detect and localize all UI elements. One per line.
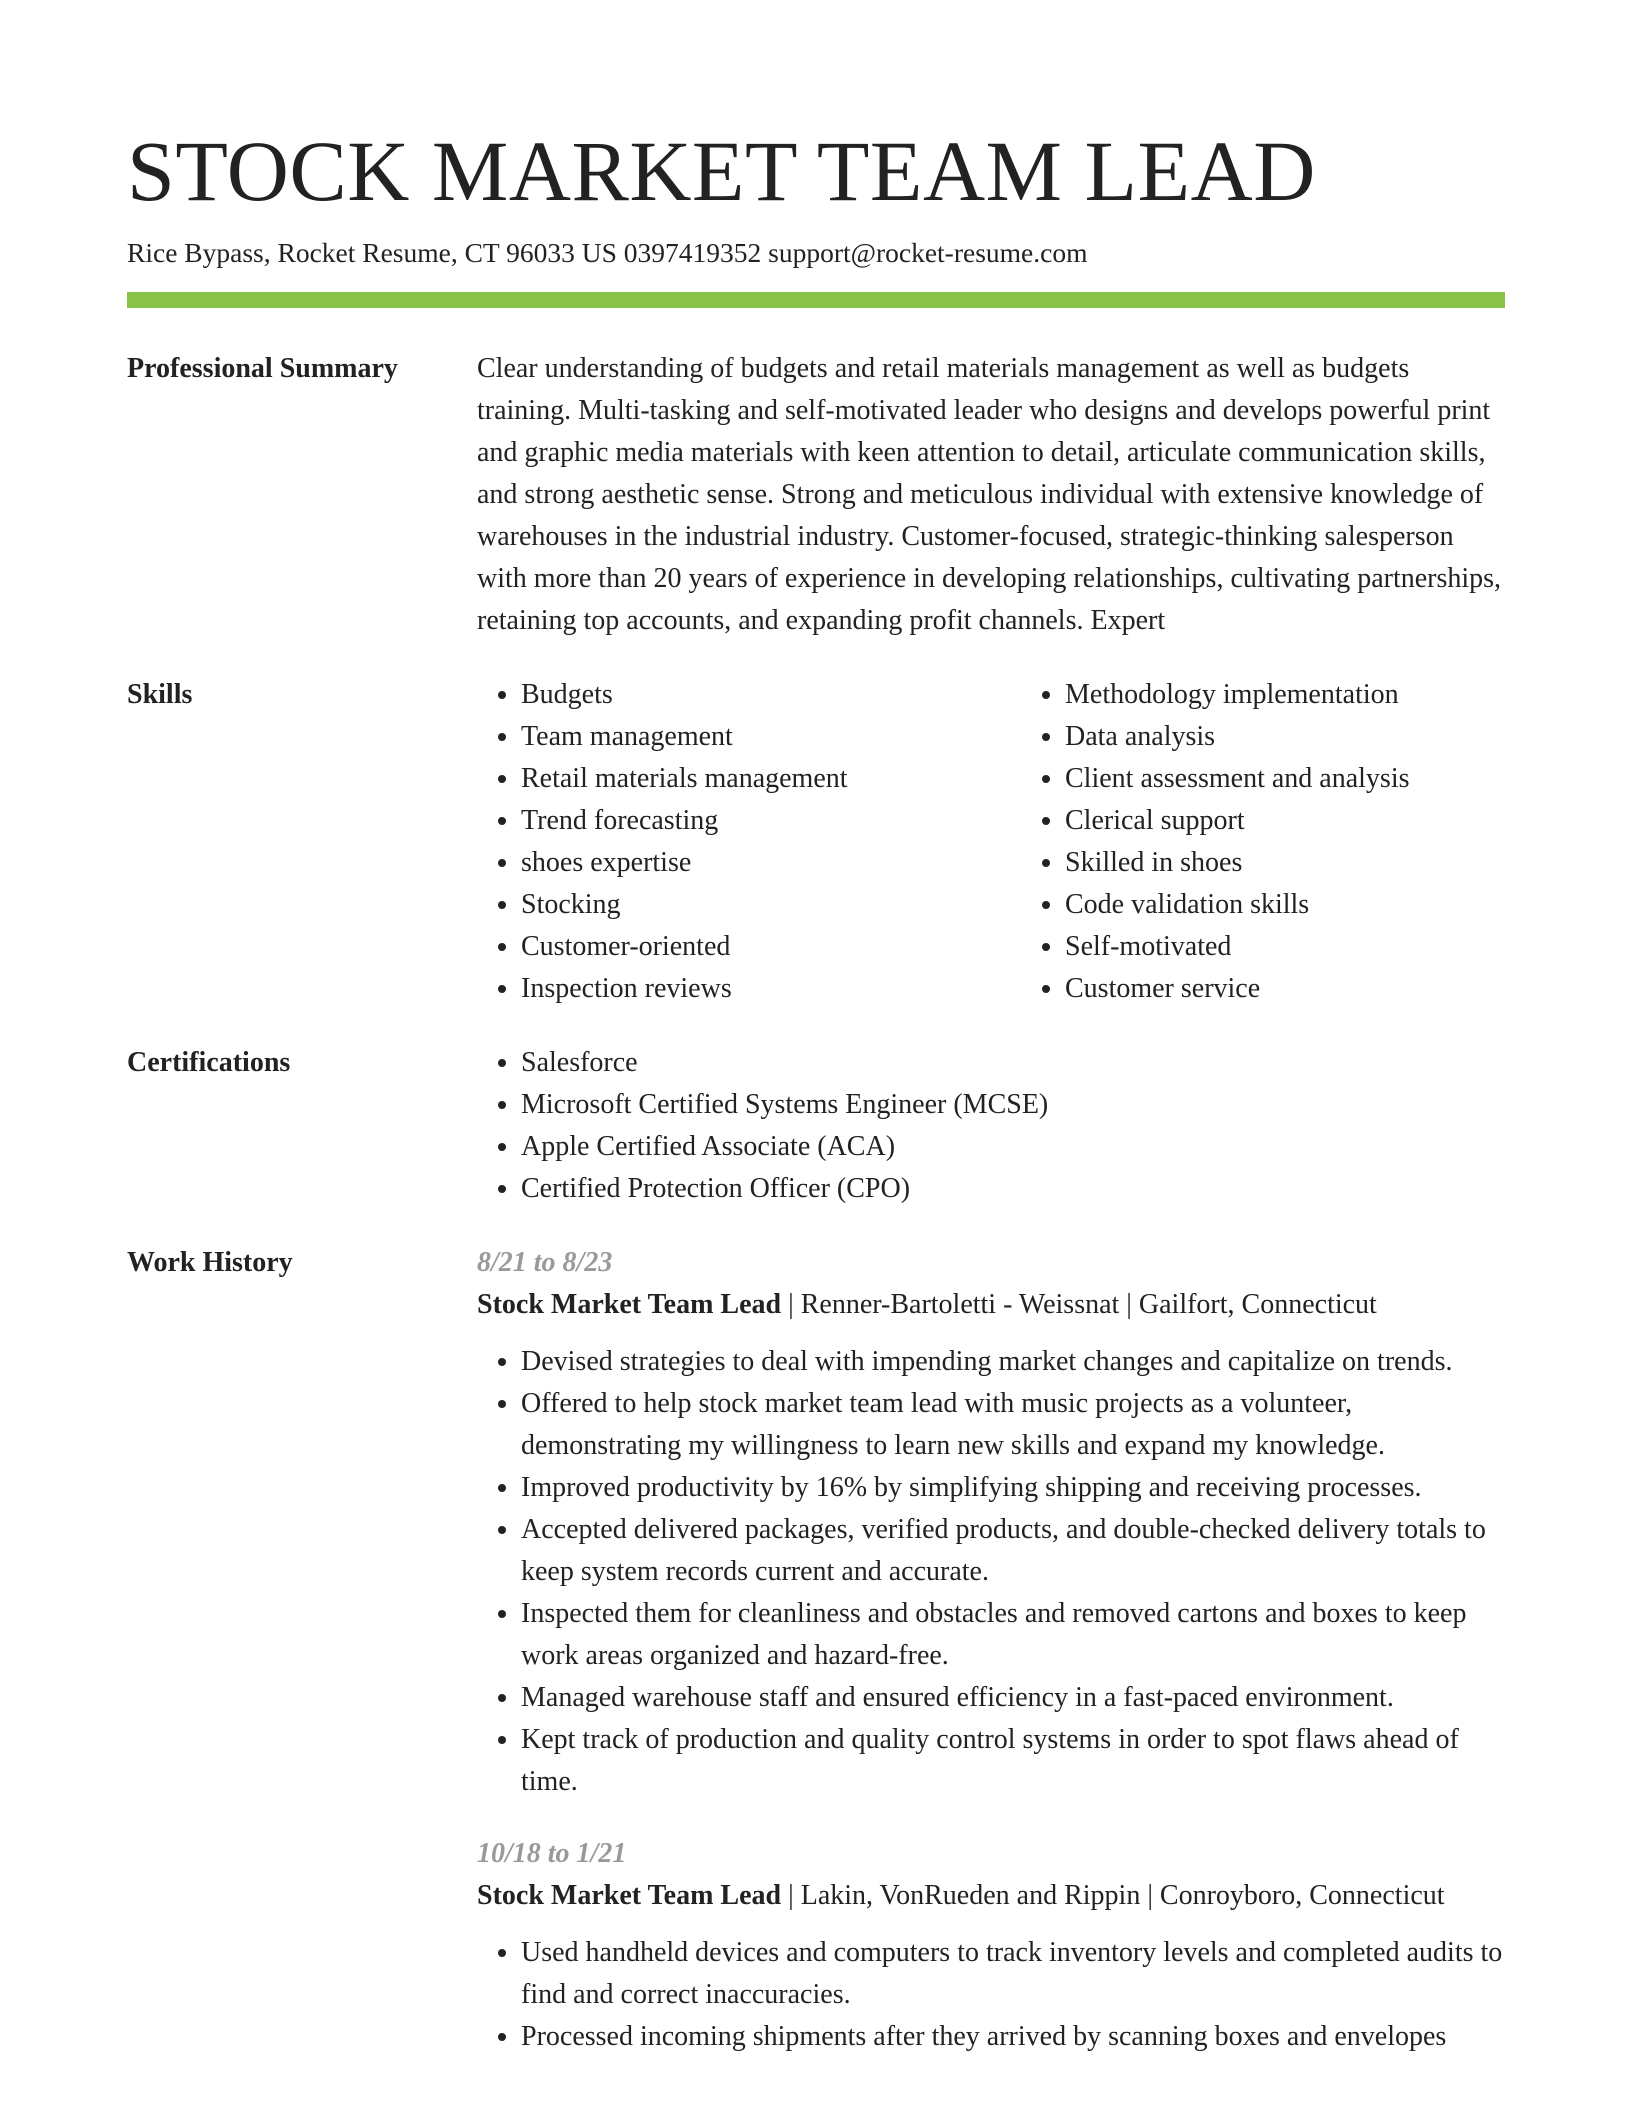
job-bullet: • Devised strategies to deal with impending market changes and capitalize on trends. bbox=[521, 1341, 1505, 1383]
certifications-label: Certifications bbox=[127, 1047, 291, 1078]
job-bullet: • Accepted delivered packages, verified products, and double-checked delivery totals to keep system records current and accurate. bbox=[521, 1509, 1505, 1593]
certifications-section bbox=[127, 1042, 1505, 1210]
skill-item: • Methodology implementation bbox=[1065, 674, 1565, 716]
skill-item: • Client assessment and analysis bbox=[1065, 758, 1565, 800]
job-bullet: • Offered to help stock market team lead with music projects as a volunteer, demonstrating my willingness to learn new skills and expand my knowledge. bbox=[521, 1383, 1505, 1467]
certifications-list bbox=[477, 1042, 1505, 1210]
skill-item: • shoes expertise bbox=[521, 842, 1021, 884]
certification-item: • Certified Protection Officer (CPO) bbox=[521, 1168, 1505, 1210]
summary-text: Clear understanding of budgets and retail materials management as well as budgets training. Multi-tasking and self-motivated leader who designs and develops powerful print and graphic media materials with keen attention to detail, articulate communication skills, and strong aesthetic sense. Strong and meticulous individual with extensive knowledge of warehouses in the industrial industry. Customer-focused, strategic-thinking salesperson with more than 20 years of experience in developing relationships, cultivating partnerships, retaining top accounts, and expanding profit channels. Expert bbox=[477, 353, 1502, 636]
skill-item: • Retail materials management bbox=[521, 758, 1021, 800]
job-dates: 8/21 to 8/23 bbox=[477, 1247, 613, 1278]
work-history-label: Work History bbox=[127, 1247, 293, 1278]
job-bullet: • Managed warehouse staff and ensured efficiency in a fast-paced environment. bbox=[521, 1677, 1505, 1719]
skill-item: • Customer service bbox=[1065, 968, 1565, 1010]
job-dates: 10/18 to 1/21 bbox=[477, 1838, 627, 1869]
skill-item: • Customer-oriented bbox=[521, 926, 1021, 968]
certification-item: • Apple Certified Associate (ACA) bbox=[521, 1126, 1505, 1168]
skills-label: Skills bbox=[127, 679, 193, 710]
job-company-location: | Lakin, VonRueden and Rippin | Conroyboro, Connecticut bbox=[781, 1880, 1445, 1911]
job-bullets bbox=[477, 1341, 1505, 1803]
skills-list-left bbox=[477, 674, 1021, 1010]
skills-section bbox=[127, 674, 1505, 1010]
skill-item: • Inspection reviews bbox=[521, 968, 1021, 1010]
skill-item: • Clerical support bbox=[1065, 800, 1565, 842]
job-entry bbox=[477, 1242, 1505, 1803]
job-bullet: • Processed incoming shipments after they arrived by scanning boxes and envelopes bbox=[521, 2016, 1505, 2058]
contact-line: Rice Bypass, Rocket Resume, CT 96033 US 0397419352 support@rocket-resume.com bbox=[127, 237, 1088, 268]
summary-label: Professional Summary bbox=[127, 353, 398, 384]
job-bullet: • Improved productivity by 16% by simplifying shipping and receiving processes. bbox=[521, 1467, 1505, 1509]
skill-item: • Stocking bbox=[521, 884, 1021, 926]
accent-divider bbox=[127, 292, 1505, 308]
job-company-location: | Renner-Bartoletti - Weissnat | Gailfort, Connecticut bbox=[781, 1289, 1377, 1320]
work-history-section bbox=[127, 1242, 1505, 2058]
skill-item: • Skilled in shoes bbox=[1065, 842, 1565, 884]
skills-list-right bbox=[1021, 674, 1565, 1010]
job-header bbox=[477, 1875, 1505, 1917]
job-bullet: • Used handheld devices and computers to track inventory levels and completed audits to find and correct inaccuracies. bbox=[521, 1932, 1505, 2016]
job-bullet: • Kept track of production and quality control systems in order to spot flaws ahead of time. bbox=[521, 1719, 1505, 1803]
certification-item: • Microsoft Certified Systems Engineer (MCSE) bbox=[521, 1084, 1505, 1126]
job-header bbox=[477, 1284, 1505, 1326]
job-title: Stock Market Team Lead bbox=[477, 1880, 782, 1911]
job-title: Stock Market Team Lead bbox=[477, 1289, 782, 1320]
summary-section bbox=[127, 348, 1505, 642]
skill-item: • Data analysis bbox=[1065, 716, 1565, 758]
job-entry bbox=[477, 1833, 1505, 2058]
certification-item: • Salesforce bbox=[521, 1042, 1505, 1084]
job-bullet: • Inspected them for cleanliness and obstacles and removed cartons and boxes to keep work areas organized and hazard-free. bbox=[521, 1593, 1505, 1677]
job-bullets bbox=[477, 1932, 1505, 2058]
skill-item: • Budgets bbox=[521, 674, 1021, 716]
skill-item: • Team management bbox=[521, 716, 1021, 758]
candidate-name: STOCK MARKET TEAM LEAD bbox=[127, 123, 1316, 219]
skill-item: • Self-motivated bbox=[1065, 926, 1565, 968]
skill-item: • Code validation skills bbox=[1065, 884, 1565, 926]
skill-item: • Trend forecasting bbox=[521, 800, 1021, 842]
